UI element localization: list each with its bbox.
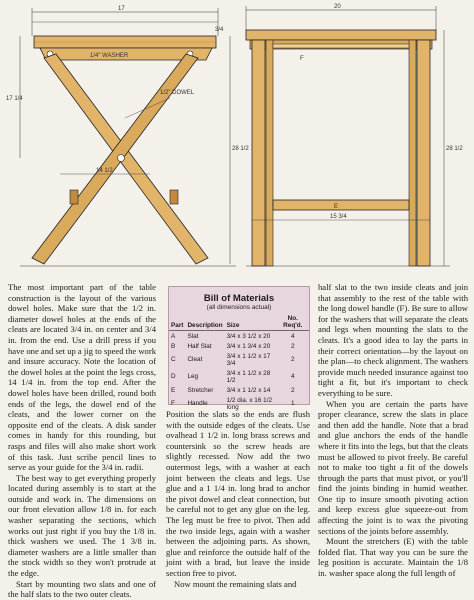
- stretcher: [273, 200, 409, 210]
- tabletop-end: [246, 30, 436, 40]
- bom-cell: F: [171, 400, 175, 407]
- bom-header: Size: [225, 314, 277, 331]
- dim-end-height: 28 1/2: [446, 146, 463, 152]
- bom-cell: 4: [291, 332, 295, 340]
- bom-cell: 1/2 dia. x 16 1/2 long: [226, 396, 273, 411]
- bill-of-materials: [168, 286, 310, 411]
- label-dowel: 1/2" DOWEL: [160, 90, 195, 96]
- bom-cell: 3/4 x 1 3/4 x 20: [226, 342, 271, 350]
- dim-stretcher: 15 3/4: [330, 214, 347, 220]
- bom-subtitle: (all dimensions actual): [206, 304, 272, 311]
- paragraph: half slat to the two inside cleats and join that assembly to the rest of the table with the long dowel handle (F). Be sure to allow for the washers that will separate the cleats and legs when mounting the slats to the cleats. It's a good idea to lay the parts in their correct orientation—by the layout on the plan—to check alignment. The washers provide much needed insurance against too tight a fit, but it's important to check everything to be sure.: [318, 282, 468, 398]
- handle-dowel: [273, 44, 409, 48]
- bom-cell: Handle: [187, 400, 208, 407]
- bom-cell: B: [171, 342, 176, 350]
- text-column-1: [8, 282, 156, 600]
- label-stretcher: E: [334, 204, 339, 210]
- bom-cell: 3/4 x 3 1/2 x 20: [226, 332, 271, 340]
- leg-end-right: [417, 40, 430, 266]
- paragraph: When you are certain the parts have proper clearance, screw the slats in place and then add the handle. Note that a brad and glue anchors the ends of the handle where it fits into the legs, but that the cleats must be allowed to pivot freely. Be careful not to make too tight a fit of the dowels through the parts that must pivot, or you'll find the joints binding in humid weather. One tip to insure smooth pivoting action and keep excess glue squeeze-out from affecting the joint is to wax the pivoting sections of the joints before assembly.: [318, 398, 468, 536]
- leg-end-left: [252, 40, 265, 266]
- table-row: [169, 351, 309, 368]
- bom-cell: 1: [291, 400, 295, 407]
- dim-overall-height: 28 1/2: [232, 146, 249, 152]
- paragraph: The most important part of the table construction is the layout of the various dowel holes. Make sure that the 1/2 in. diameter dowel holes at the ends of the cleats are located 3/4 in. on center and 3/4 in. from the end. Use a drill press if you have one and set up a jig to speed the work and insure accuracy. Note the location of the dowel holes at the point the legs cross, 14 1/4 in. from the top end. After the dowel holes have been drilled, round both ends of the legs, the dowel end of the cleats, and the lower corner on the opposite end of the cleats. A disk sander comes in handy for this rounding, but rasps and files will also make short work of this task. Just scribe pencil lines to serve as your guide for the 3/4 in. radii.: [8, 282, 156, 473]
- table-row: [169, 341, 309, 351]
- pivot-dowel: [118, 155, 125, 162]
- table-row: [169, 331, 309, 342]
- paragraph: Start by mounting two slats and one of the half slats to the two outer cleats.: [8, 578, 156, 600]
- dim-top-width: 17: [118, 6, 125, 12]
- bom-header: Part: [169, 314, 185, 331]
- technical-drawing: [0, 0, 474, 282]
- table-row: [169, 385, 309, 395]
- bom-cell: 2: [291, 356, 295, 363]
- leg-left-a: [44, 54, 208, 264]
- bom-cell: Half Slat: [187, 342, 212, 350]
- bom-cell: D: [171, 373, 176, 380]
- bom-cell: 3/4 x 1 1/2 x 28 1/2: [226, 369, 271, 384]
- text-column-3: [318, 282, 468, 579]
- paragraph: Mount the stretchers (E) with the table folded flat. That way you can be sure the leg position is accurate. Maintain the 1/8 in. washer space along the full length of: [318, 536, 468, 579]
- bom-header: No. Req'd.: [277, 314, 309, 331]
- label-handle: F: [300, 56, 304, 62]
- bom-cell: E: [171, 386, 176, 394]
- paragraph: Position the slats so the ends are flush with the outside edges of the cleats. Use ovalhead 1 1/2 in. long brass screws and countersink so the screw heads are slightly recessed. Now add the two outermost legs, with a washer at each joint between the cleats and legs. Use glue and a 1 1/4 in. long brad to anchor the pivot dowel and cleat connection, but be careful not to get any glue on the leg. The leg must be free to pivot. Then add the two inside legs, again with a washer between the adjoining parts. As shown, glue and reinforce the outside half of the joint with a brad, but leave the inside section free to pivot.: [166, 409, 310, 578]
- label-washer: 1/4" WASHER: [90, 53, 129, 59]
- bom-cell: 2: [291, 342, 295, 350]
- bom-cell: 3/4 x 1 1/2 x 17 3/4: [226, 352, 271, 367]
- dim-side-width: 20: [334, 4, 341, 10]
- paragraph: The best way to get everything properly located during assembly is to start at the outside and work in. The dimensions on our front elevation allow 1/8 in. for each washer separating the sections, which works out just right if you buy the 1/8 in. thick washers we used. The 1 3/8 in. diameter washers are a little smaller than the stock width so they won't protrude at the edge.: [8, 472, 156, 579]
- bom-cell: 2: [291, 386, 295, 394]
- bom-cell: Slat: [187, 332, 199, 340]
- text-column-2: [166, 409, 310, 589]
- bom-cell: Cleat: [187, 356, 203, 363]
- bom-header: Description: [185, 314, 224, 331]
- bom-cell: 4: [291, 373, 295, 380]
- bom-table: [169, 314, 309, 412]
- paragraph: Now mount the remaining slats and: [174, 578, 297, 589]
- dim-height-left: 17 1/4: [6, 96, 23, 102]
- bom-cell: A: [171, 332, 176, 340]
- bom-cell: Stretcher: [187, 386, 214, 394]
- bom-cell: 3/4 x 1 1/2 x 14: [226, 386, 271, 394]
- bom-title: Bill of Materials: [203, 293, 275, 304]
- dim-leg-spread: 14 1/2: [96, 168, 113, 174]
- dim-top-thickness: 3/4: [215, 27, 224, 33]
- table-row: [169, 368, 309, 385]
- bom-cell: Leg: [187, 373, 199, 380]
- bom-cell: C: [171, 356, 176, 363]
